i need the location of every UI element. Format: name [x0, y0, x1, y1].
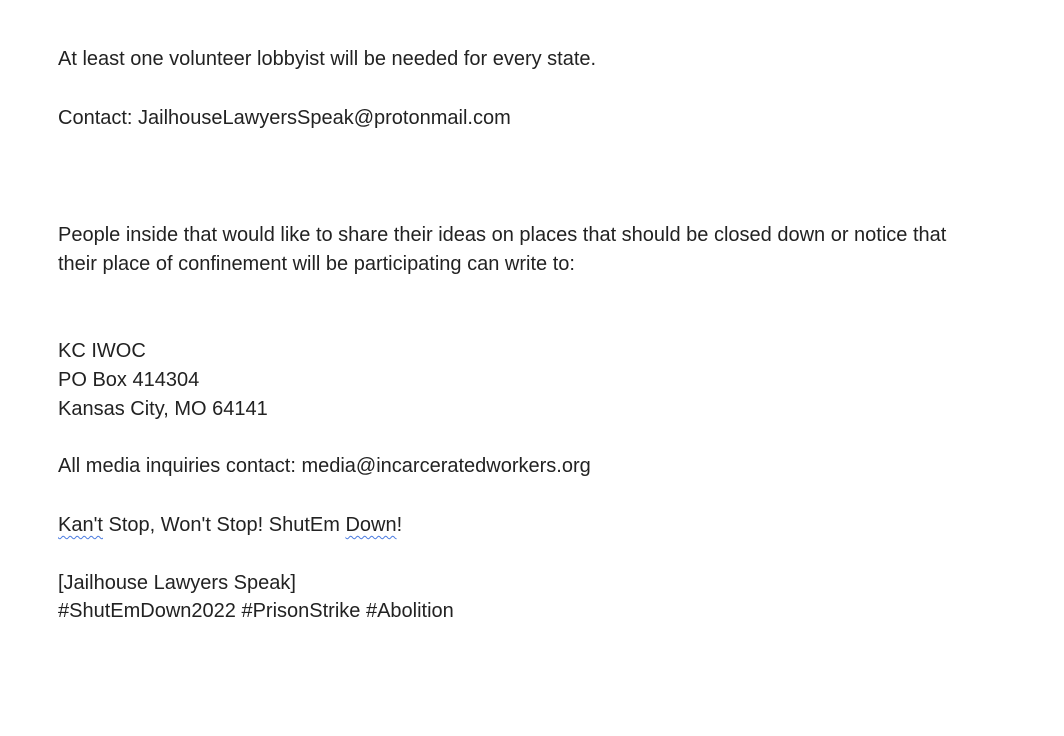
hashtags-line: #ShutEmDown2022 #PrisonStrike #Abolition — [58, 600, 454, 622]
slogan-paragraph — [58, 511, 402, 540]
slogan-end-text: ! — [396, 514, 403, 536]
slogan-middle-text: Stop, Won't Stop! ShutEm — [102, 514, 346, 536]
signature-line: [Jailhouse Lawyers Speak] — [58, 572, 296, 594]
volunteer-paragraph: At least one volunteer lobbyist will be needed for every state. — [58, 48, 597, 70]
media-paragraph: All media inquiries contact: media@incarceratedworkers.org — [58, 455, 591, 477]
inside-paragraph-line-2: their place of confinement will be participating can write to: — [58, 253, 575, 275]
address-name: KC IWOC — [58, 340, 146, 362]
contact-paragraph: Contact: JailhouseLawyersSpeak@protonmail.com — [58, 107, 511, 129]
address-city: Kansas City, MO 64141 — [58, 398, 268, 420]
inside-paragraph-line-1: People inside that would like to share their ideas on places that should be closed down or notice that — [58, 224, 947, 246]
spellcheck-word-kant[interactable]: Kan't — [58, 514, 103, 536]
address-po-box: PO Box 414304 — [58, 369, 200, 391]
spellcheck-word-down[interactable]: Down — [345, 514, 397, 536]
